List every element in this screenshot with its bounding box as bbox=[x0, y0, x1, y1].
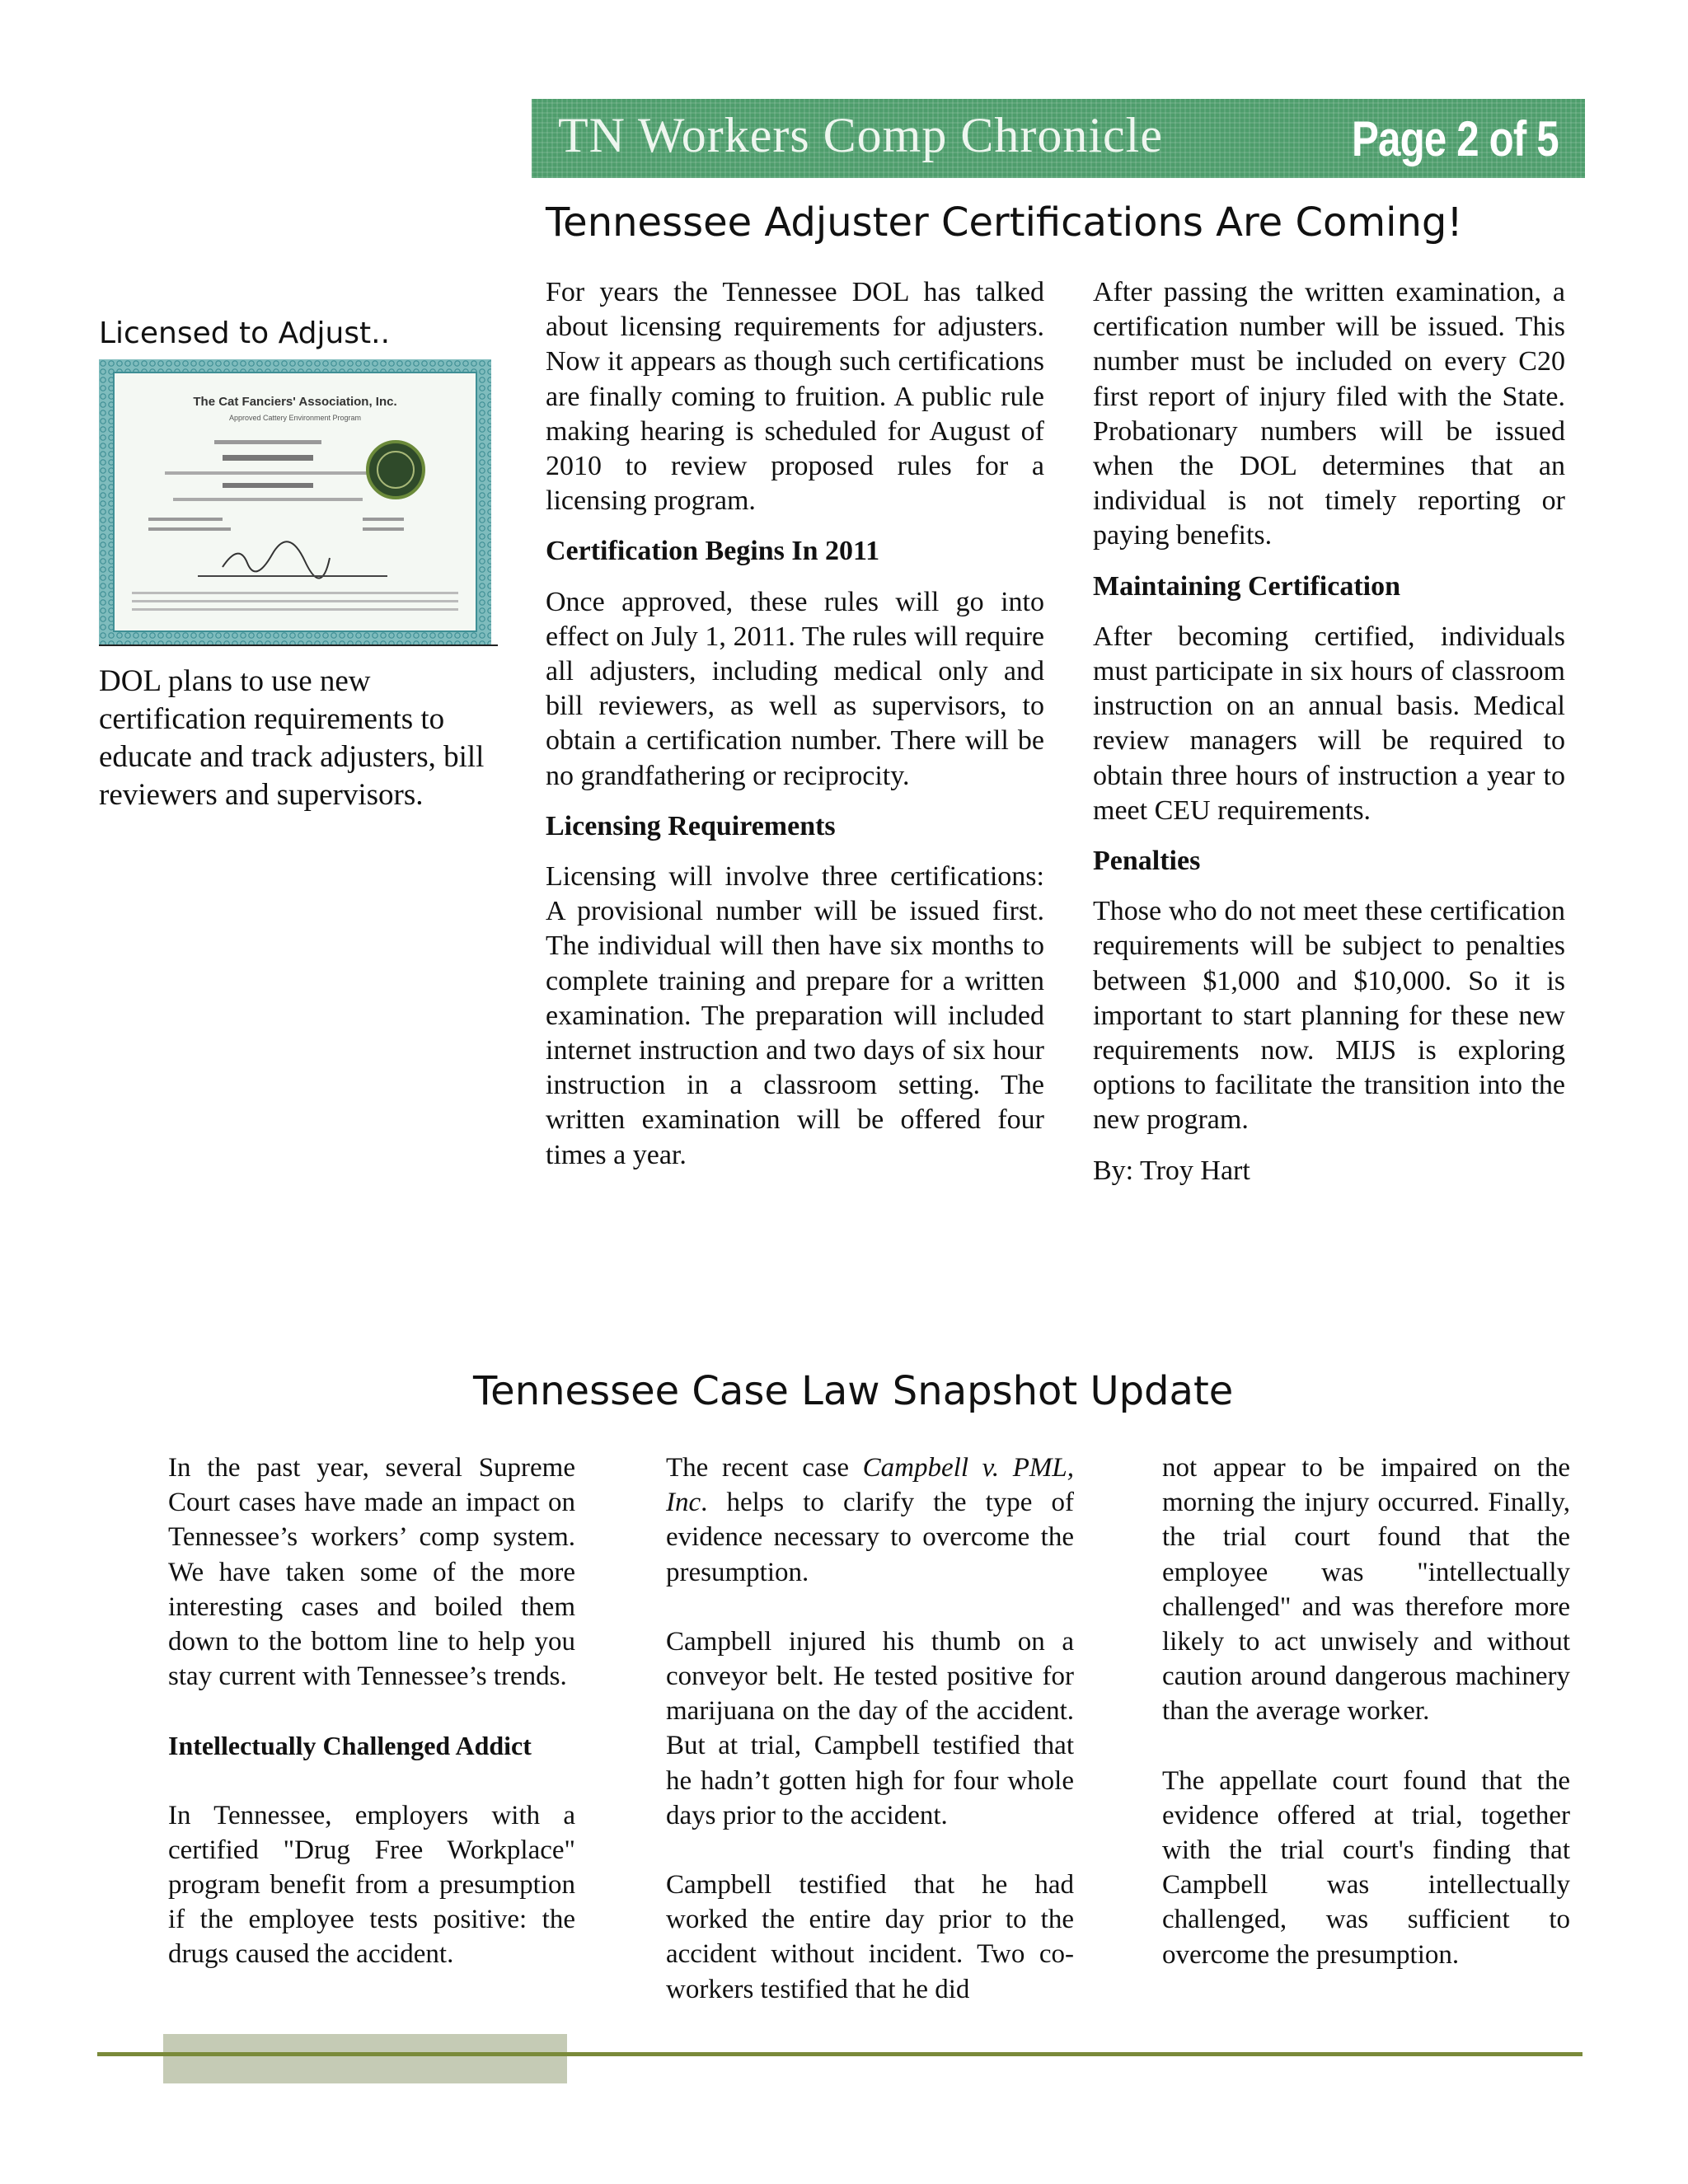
text-run: The recent case bbox=[666, 1453, 863, 1483]
paragraph: After becoming certified, individuals must participate in six hours of classroom instruction on an annual basis. Medical review managers will be required to obtain three hours of instruction a year to meet CEU requirements. bbox=[1093, 621, 1565, 826]
paragraph: The appellate court found that the evidence offered at trial, together with the trial court's finding that Campbell was intellectually challenged, was sufficient to overcome the presumption. bbox=[1162, 1765, 1570, 1970]
paragraph: not appear to be impaired on the morning the injury occurred. Finally, the trial court found that the employee was "intellectually challenged" and was therefore more likely to act unwisely and without caution around dangerous machinery than the average worker. bbox=[1162, 1453, 1570, 1727]
paragraph: Licensing will involve three certifications: A provisional number will be issued first. The individual will then have six months to complete training and prepare for a written examination. The preparation will included internet instruction and two days of six hour instruction in a classroom setting. The written examination will be offered four times a year. bbox=[546, 861, 1044, 1170]
subheading: Intellectually Challenged Addict bbox=[168, 1731, 532, 1761]
certificate-line bbox=[363, 527, 404, 531]
certificate-line bbox=[223, 483, 313, 488]
paragraph: In Tennessee, employers with a certified "Drug Free Workplace" program benefit from a presumption if the employee tests positive: the drugs caused the accident. bbox=[168, 1800, 575, 1970]
paragraph: For years the Tennessee DOL has talked about licensing requirements for adjusters. Now it appears as though such certifications are finally coming to fruition. A public rule making hearing is scheduled for August of 2010 to review proposed rules for a licensing program. bbox=[546, 277, 1044, 517]
certificate-fineprint bbox=[132, 608, 458, 611]
article-column bbox=[666, 1451, 1074, 2041]
text-run: . helps to clarify the type of evidence necessary to overcome the presumption. bbox=[666, 1488, 1074, 1587]
sidebar-divider bbox=[99, 644, 498, 646]
certificate-seal bbox=[368, 442, 424, 498]
sidebar-heading: Licensed to Adjust.. bbox=[99, 316, 391, 350]
sidebar-caption: DOL plans to use new certification requirements to educate and track adjusters, bill reviewers and supervisors. bbox=[99, 664, 485, 812]
article-column bbox=[1162, 1451, 1570, 2007]
paragraph bbox=[666, 1451, 1074, 1590]
certificate-line bbox=[165, 471, 371, 475]
footer-rule bbox=[97, 2052, 1582, 2056]
article-headline: Tennessee Adjuster Certifications Are Coming! bbox=[546, 199, 1463, 246]
article-column bbox=[1093, 275, 1565, 1204]
article-column bbox=[546, 275, 1044, 1188]
certificate-graphic bbox=[99, 359, 491, 644]
case-name: Campbell v. PML, Inc bbox=[666, 1453, 1074, 1518]
certificate-fineprint bbox=[132, 600, 458, 602]
paragraph: Campbell testified that he had worked the entire day prior to the accident without incident. Two co-workers testified that he did bbox=[666, 1870, 1074, 2004]
paragraph: Once approved, these rules will go into effect on July 1, 2011. The rules will require all adjusters, including medical only and bill reviewers, as well as supervisors, to obtain a certification number. There will be no grandfathering or reciprocity. bbox=[546, 586, 1044, 791]
subheading: Certification Begins In 2011 bbox=[546, 536, 880, 567]
certificate-line bbox=[214, 440, 321, 444]
subheading: Maintaining Certification bbox=[1093, 570, 1401, 602]
page-indicator: Page 2 of 5 bbox=[1352, 111, 1559, 166]
article-column bbox=[168, 1451, 575, 2007]
certificate-line bbox=[363, 518, 404, 521]
certificate-fineprint bbox=[132, 592, 458, 594]
subheading: Licensing Requirements bbox=[546, 810, 836, 841]
certificate-line bbox=[223, 455, 313, 461]
certificate-line bbox=[173, 498, 363, 501]
newsletter-title: TN Workers Comp Chronicle bbox=[558, 108, 1163, 162]
paragraph: Those who do not meet these certification requirements will be subject to penalties between $1,000 and $10,000. So it is important to start planning for these new requirements now. MIJS is exploring options to facilitate the transition into the new program. bbox=[1093, 896, 1565, 1136]
masthead-banner bbox=[532, 99, 1585, 178]
certificate-org-text: The Cat Fanciers' Association, Inc. bbox=[193, 395, 397, 409]
certificate-program-text: Approved Cattery Environment Program bbox=[228, 414, 362, 422]
certificate-signature-line bbox=[198, 575, 387, 577]
paragraph: In the past year, several Supreme Court cases have made an impact on Tennessee’s workers’ comp system. We have taken some of the more interesting cases and boiled them down to the bottom line to help you stay current with Tennessee’s trends. bbox=[168, 1453, 575, 1692]
paragraph: Campbell injured his thumb on a conveyor belt. He tested positive for marijuana on the day of the accident. But at trial, Campbell testified that he hadn’t gotten high for four whole days prior to the accident. bbox=[666, 1626, 1074, 1830]
certificate-line bbox=[148, 527, 231, 531]
byline: By: Troy Hart bbox=[1093, 1155, 1250, 1186]
article-headline: Tennessee Case Law Snapshot Update bbox=[473, 1368, 1234, 1414]
subheading: Penalties bbox=[1093, 846, 1201, 877]
paragraph: After passing the written examination, a certification number will be issued. This number must be included on every C20 first report of injury filed with the State. Probationary numbers will be issued when the DOL determines that an individual is not timely reporting or paying benefits. bbox=[1093, 277, 1565, 551]
certificate-image bbox=[99, 359, 491, 644]
certificate-line bbox=[148, 518, 223, 521]
footer-accent-block bbox=[163, 2034, 567, 2083]
